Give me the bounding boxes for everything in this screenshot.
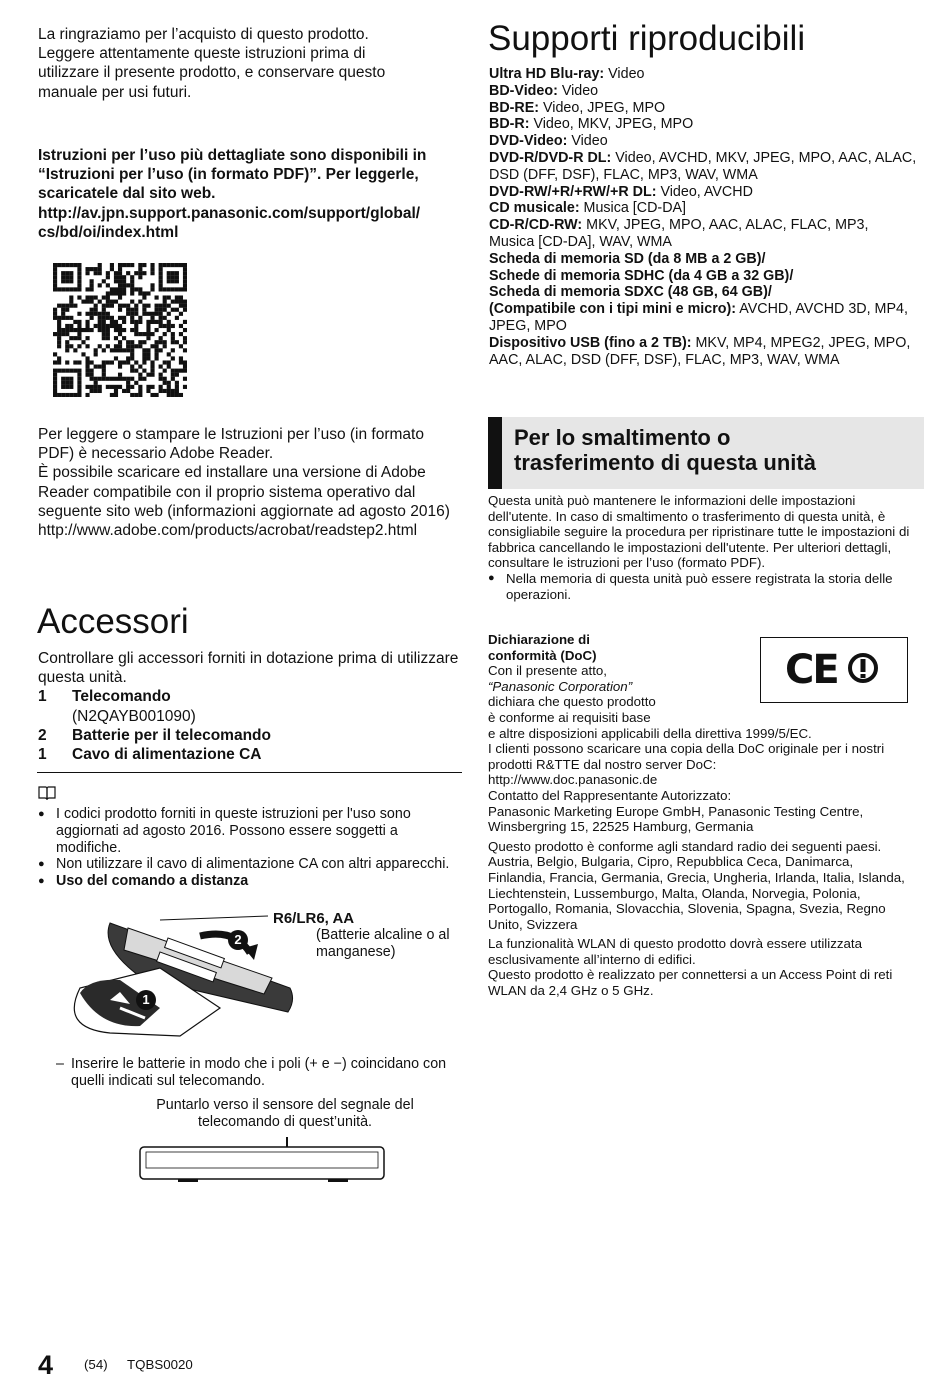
alert-circle-icon <box>847 652 879 684</box>
media-label: Dispositivo USB (fino a 2 TB): <box>489 334 692 351</box>
pdf-url-line1[interactable]: http://av.jpn.support.panasonic.com/support/global/ <box>38 204 421 222</box>
doc-heading: Dichiarazione di <box>488 632 590 647</box>
ce-mark-box <box>760 637 908 703</box>
media-formats: MKV, MP4, MPEG2, JPEG, MPO, AAC, ALAC, DSD (DFF, DSF), FLAC, MP3, WAV, WMA <box>489 334 911 368</box>
ce-mark: CE <box>785 647 838 693</box>
media-formats: Video, AVCHD <box>656 183 753 200</box>
media-label: CD-R/CD-RW: <box>489 217 583 234</box>
doc-line: Con il presente atto, <box>488 663 608 679</box>
media-row <box>489 150 917 184</box>
sensor-note <box>90 1097 480 1131</box>
media-formats: Video, JPEG, MPO <box>539 99 666 116</box>
media-label: Ultra HD Blu-ray: <box>489 66 605 82</box>
book-note-icon <box>38 785 56 800</box>
wlan-note: La funzionalità WLAN di questo prodotto dovrà essere utilizzata esclusivamente all’interno di edifici. <box>488 936 863 967</box>
media-formats: Video, MKV, JPEG, MPO <box>529 116 694 133</box>
accessory-item <box>38 745 462 764</box>
smaltimento-title-line2: trasferimento di questa unità <box>514 450 816 475</box>
note-item: ● Non utilizzare il cavo di alimentazione CA con altri apparecchi. <box>38 856 462 873</box>
adobe-note-text-2: È possibile scaricare ed installare una versione di Adobe Reader compatibile con il proprio sistema operativo dal seguente sito web (informazioni aggiornate ad agosto 2016) <box>38 464 450 520</box>
smaltimento-body <box>488 493 912 602</box>
battery-desc <box>316 927 450 961</box>
adobe-url[interactable]: http://www.adobe.com/products/acrobat/readstep2.html <box>38 522 418 540</box>
media-label: DVD-R/DVD-R DL: <box>489 149 612 166</box>
accessory-qty: 1 <box>38 688 47 706</box>
media-row <box>489 184 917 201</box>
smaltimento-bullet: ● Nella memoria di questa unità può essere registrata la storia delle operazioni. <box>488 571 912 602</box>
media-row <box>489 83 917 100</box>
accessory-label: Batterie per il telecomando <box>72 726 271 744</box>
accessori-intro: Controllare gli accessori forniti in dotazione prima di utilizzare questa unità. <box>38 650 459 687</box>
note-item: ● I codici prodotto forniti in queste istruzioni per l'uso sono aggiornati ad agosto 2016. Possono essere soggetti a modifiche. <box>38 806 462 856</box>
accessory-item <box>38 726 462 745</box>
smaltimento-title-line1: Per lo smaltimento o <box>514 425 731 450</box>
media-row <box>489 200 917 217</box>
page-number: 4 <box>38 1350 54 1380</box>
doc-line: I clienti possono scaricare una copia della DoC originale per i nostri prodotti R&TTE dal nostro server DoC: <box>488 741 885 772</box>
media-row <box>489 268 917 285</box>
media-label: BD-Video: <box>489 82 558 99</box>
pdf-note <box>38 146 462 242</box>
step-2-label: 2 <box>234 932 242 947</box>
accessory-qty: 2 <box>38 726 47 744</box>
accessory-label: Telecomando <box>72 688 171 706</box>
smaltimento-header <box>488 417 924 489</box>
media-label: CD musicale: <box>489 200 580 217</box>
accessory-qty: 1 <box>38 746 47 764</box>
media-label: BD-RE: <box>489 99 540 116</box>
doc-code: TQBS0020 <box>127 1357 193 1372</box>
wlan-note-2: Questo prodotto è realizzato per connettersi a un Access Point di reti WLAN da 2,4 GHz o 5 GHz. <box>488 967 893 999</box>
doc-line: Contatto del Rappresentante Autorizzato: <box>488 787 732 803</box>
accessory-item <box>38 687 462 706</box>
media-formats: Video <box>567 133 608 150</box>
pdf-url-line2[interactable]: cs/bd/oi/index.html <box>38 223 179 241</box>
media-row <box>489 301 917 335</box>
media-label: DVD-RW/+R/+RW/+R DL: <box>489 183 657 200</box>
battery-type: R6/LR6, AA <box>273 910 355 927</box>
doc-line: è conforme ai requisiti base <box>488 709 651 725</box>
doc-line: “Panasonic Corporation” <box>488 678 633 694</box>
media-formats: AVCHD, AVCHD 3D, MP4, JPEG, MPO <box>489 301 908 334</box>
pdf-note-text: Istruzioni per l’uso più dettagliate sono disponibili in “Istruzioni per l’uso (in formato PDF)”. Per leggerle, scaricatele dal sito web. <box>38 147 427 203</box>
sensor-note-line2: telecomando di quest’unità. <box>197 1113 373 1130</box>
media-row <box>489 116 917 133</box>
media-formats: Video <box>557 82 599 99</box>
media-formats: Video <box>604 66 645 82</box>
adobe-note-text: Per leggere o stampare le Istruzioni per l’uso (in formato PDF) è necessario Adobe Reader. <box>38 426 424 463</box>
accessory-label: Cavo di alimentazione CA <box>72 746 262 764</box>
media-row <box>489 284 917 301</box>
smaltimento-text: Questa unità può mantenere le informazioni delle impostazioni dell'utente. In caso di smaltimento o trasferimento di questa unità, è consigliabile seguire la procedura per ripristinare tutte le impostazioni di fabbrica cancellando le impostazioni dell'utente. Per ulteriori dettagli, consultare le istruzioni per l’uso (formato PDF). <box>488 493 910 571</box>
media-label: Schede di memoria SDHC (da 4 GB a 32 GB)/ <box>489 267 794 284</box>
adobe-note <box>38 425 462 540</box>
media-row <box>489 100 917 117</box>
accessori-title: Accessori <box>37 602 189 641</box>
accessory-code: (N2QAYB001090) <box>72 707 196 725</box>
divider <box>37 772 462 773</box>
doc-line: e altre disposizioni applicabili della direttiva 1999/5/EC. <box>488 725 812 741</box>
accessory-sub <box>38 707 462 726</box>
media-formats: Musica [CD-DA] <box>579 200 687 217</box>
supporti-title: Supporti riproducibili <box>488 19 806 58</box>
battery-desc-line2: manganese) <box>316 944 396 960</box>
media-label: Scheda di memoria SDXC (48 GB, 64 GB)/ <box>489 284 772 301</box>
doc-line: dichiara che questo prodotto <box>488 694 656 710</box>
dash-marker: – <box>56 1056 64 1072</box>
media-row <box>489 251 917 268</box>
media-row <box>489 217 917 251</box>
media-label: Scheda di memoria SD (da 8 MB a 2 GB)/ <box>489 250 766 267</box>
accessori-notes <box>38 806 462 890</box>
radio-note: Questo prodotto è conforme agli standard radio dei seguenti paesi. <box>488 838 882 854</box>
qr-code-graphic <box>53 263 187 397</box>
sensor-note-line1: Puntarlo verso il sensore del segnale del <box>156 1097 414 1113</box>
accessori-block <box>38 649 462 764</box>
countries: Austria, Belgio, Bulgaria, Cipro, Repubblica Ceca, Danimarca, Finlandia, Francia, Germania, Grecia, Ungheria, Irlanda, Italia, Islanda, Liechtenstein, Lussemburgo, Malta, Olanda, Norvegia, Polonia, Portogallo, Romania, Slovacchia, Slovenia, Spagna, Svezia, Regno Unito, Svizzera <box>488 854 905 932</box>
polarity-note <box>56 1056 475 1090</box>
doc-heading: conformità (DoC) <box>488 647 597 663</box>
player-illustration <box>138 1137 388 1187</box>
media-row <box>489 133 917 150</box>
media-row <box>489 66 917 83</box>
media-row <box>489 335 917 369</box>
media-formats: Video, AVCHD, MKV, JPEG, MPO, AAC, ALAC, DSD (DFF, DSF), FLAC, MP3, WAV, WMA <box>489 149 917 183</box>
media-formats: MKV, JPEG, MPO, AAC, ALAC, FLAC, MP3, Musica [CD-DA], WAV, WMA <box>489 217 869 250</box>
supporti-list <box>489 66 917 368</box>
media-label: DVD-Video: <box>489 133 568 150</box>
media-label: BD-R: <box>489 116 530 133</box>
doc-line: Panasonic Marketing Europe GmbH, Panasonic Testing Centre, Winsbergring 15, 22525 Hamburg, Germania <box>488 803 864 835</box>
media-label: (Compatibile con i tipi mini e micro): <box>489 301 737 318</box>
page-alt: (54) <box>84 1357 108 1372</box>
qr-code[interactable] <box>53 263 187 397</box>
doc-url[interactable]: http://www.doc.panasonic.de <box>488 772 658 788</box>
battery-desc-line1: (Batterie alcaline o al <box>316 927 450 943</box>
remote-heading: ● Uso del comando a distanza <box>38 873 462 890</box>
step-1-label: 1 <box>142 992 150 1007</box>
polarity-note-text: Inserire le batterie in modo che i poli (+ e −) coincidano con quelli indicati sul telecomando. <box>71 1056 447 1089</box>
intro-thanks: La ringraziamo per l’acquisto di questo prodotto. Leggere attentamente queste istruzioni prima di utilizzare il presente prodotto, e conservare questo manuale per usi futuri. <box>38 26 386 101</box>
